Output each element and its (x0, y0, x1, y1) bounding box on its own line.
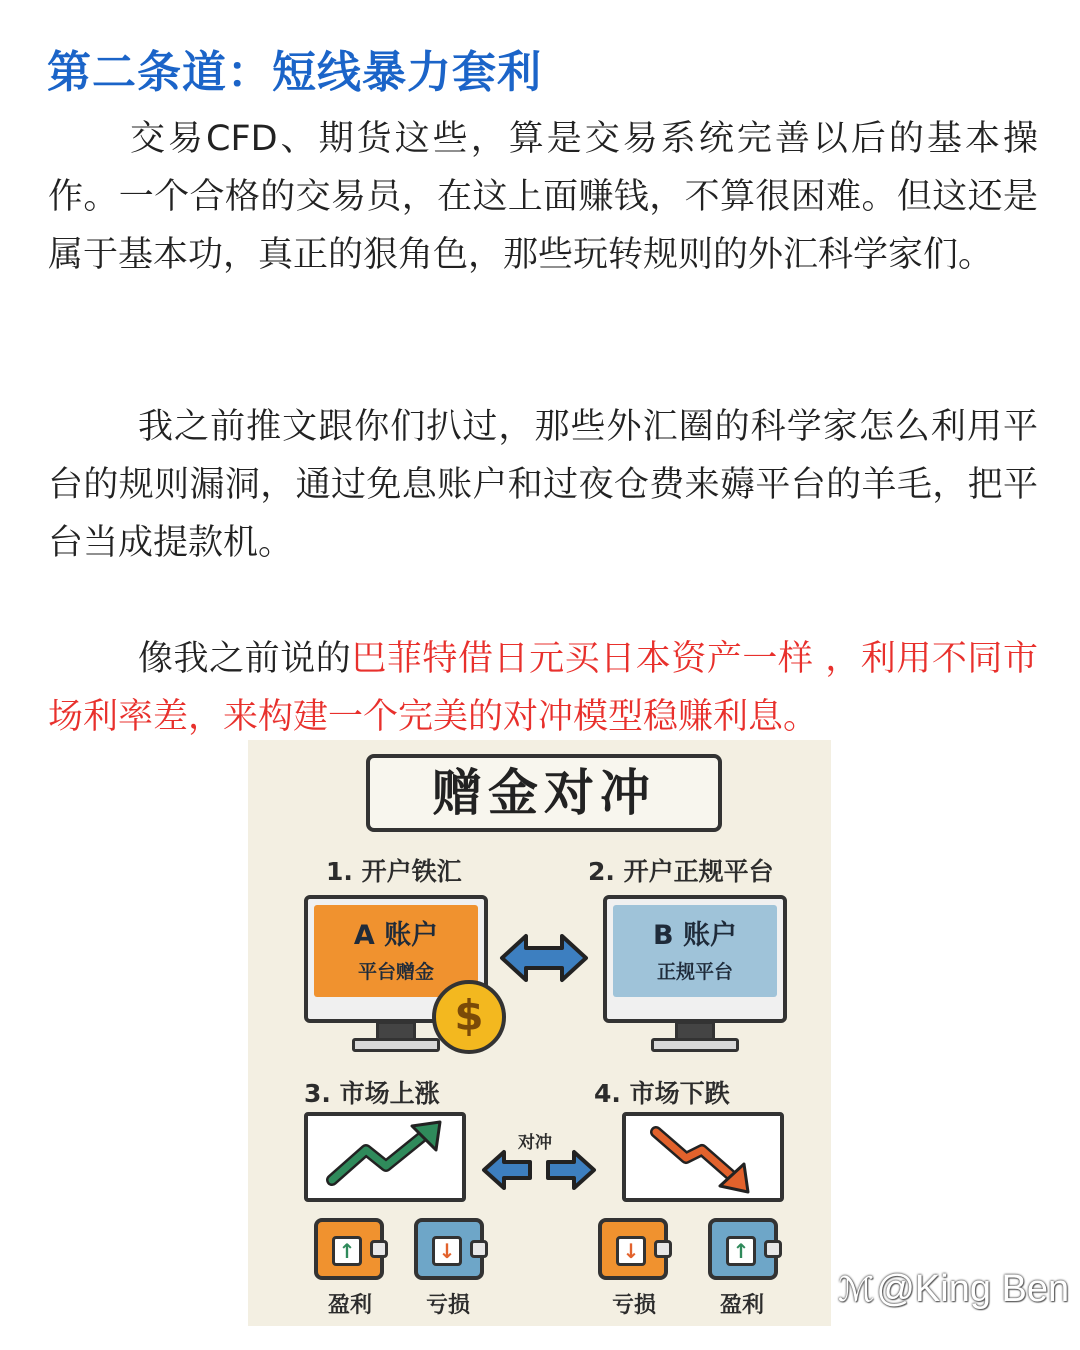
watermark-text: @King Ben (876, 1268, 1070, 1310)
wallet-3-label: 亏损 (611, 1293, 656, 1318)
hedge-diagram (248, 740, 831, 1326)
paragraph-3-highlight: 巴菲特借日元买日本资产一样 ，利用不同市场利率差，来构建一个完美的对冲模型稳赚利息。 (48, 639, 1038, 737)
wallet-4-label: 盈利 (719, 1293, 764, 1318)
wallet-1-clasp (370, 1240, 388, 1258)
double-arrow-icon (498, 930, 590, 986)
hedge-arrow-label: 对冲 (518, 1133, 552, 1153)
step-4-label: 4. 市场下跌 (594, 1079, 730, 1108)
monitor-account-b (603, 895, 787, 1055)
account-b-panel (613, 905, 777, 997)
paragraph-1: 交易CFD、期货这些，算是交易系统完善以后的基本操作。一个合格的交易员，在这上面赚钱，不算很困难。但这还是属于基本功，真正的狠角色，那些玩转规则的外汇科学家们。 (48, 119, 1038, 275)
zhihu-icon: ℳ (838, 1271, 875, 1309)
monitor-b-base (651, 1038, 739, 1052)
wallet-3 (598, 1218, 668, 1280)
paragraph-3-prefix: 像我之前说的 (138, 639, 352, 679)
trend-down-icon (626, 1116, 780, 1198)
paragraph-2: 我之前推文跟你们扒过，那些外汇圈的科学家怎么利用平台的规则漏洞，通过免息账户和过夜仓费来薅平台的羊毛，把平台当成提款机。 (48, 407, 1038, 563)
diagram-title: 赠金对冲 (366, 754, 722, 832)
step-2-label: 2. 开户正规平台 (588, 857, 774, 886)
wallet-3-clasp (654, 1240, 672, 1258)
account-b-name: B 账户 (653, 920, 737, 951)
market-down-panel (622, 1112, 784, 1202)
wallet-2-label: 亏损 (425, 1293, 470, 1318)
monitor-a-base (352, 1038, 440, 1052)
market-up-panel (304, 1112, 466, 1202)
wallet-1 (314, 1218, 384, 1280)
trend-up-icon (308, 1116, 462, 1198)
page-title: 第二条道：短线暴力套利 (47, 47, 542, 98)
account-a-name: A 账户 (353, 920, 439, 951)
up-arrow-icon: ↑ (332, 1236, 362, 1266)
hedge-arrows-icon (480, 1148, 598, 1192)
paragraph-3 (48, 630, 1038, 746)
step-3-label: 3. 市场上涨 (304, 1079, 440, 1108)
account-b-sub: 正规平台 (656, 961, 733, 983)
wallet-4 (708, 1218, 778, 1280)
step-1-label: 1. 开户铁汇 (326, 857, 462, 886)
down-arrow-icon: ↓ (432, 1236, 462, 1266)
watermark (838, 1268, 1069, 1311)
monitor-b-screen (603, 895, 787, 1023)
down-arrow-icon: ↓ (616, 1236, 646, 1266)
account-a-sub: 平台赠金 (357, 961, 434, 983)
up-arrow-icon: ↑ (726, 1236, 756, 1266)
wallet-1-label: 盈利 (327, 1293, 372, 1318)
dollar-coin-icon: $ (432, 980, 506, 1054)
wallet-2-clasp (470, 1240, 488, 1258)
wallet-4-clasp (764, 1240, 782, 1258)
wallet-2 (414, 1218, 484, 1280)
